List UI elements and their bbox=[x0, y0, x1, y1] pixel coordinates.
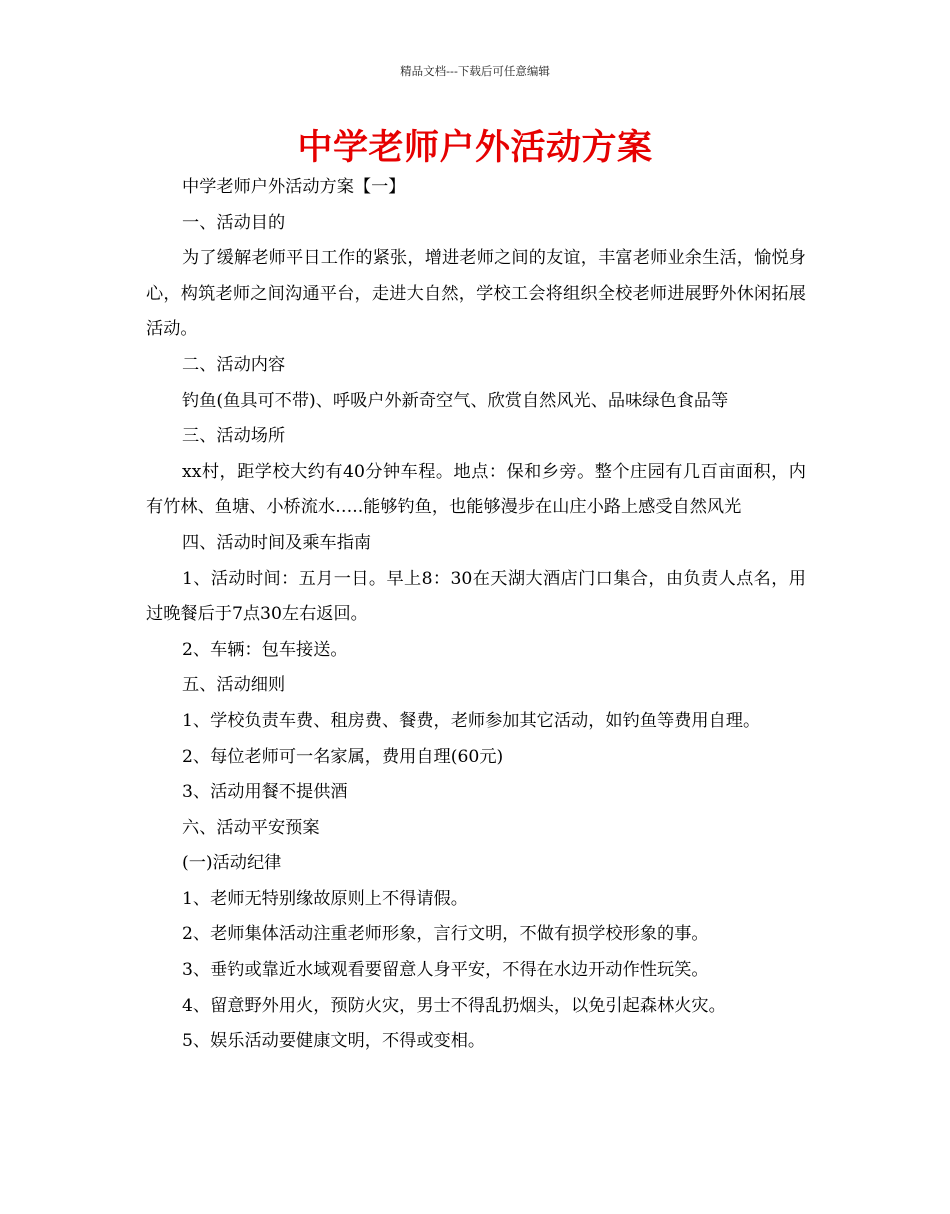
paragraph-discipline-2: 2、老师集体活动注重老师形象，言行文明，不做有损学校形象的事。 bbox=[182, 924, 709, 945]
section-heading-venue: 三、活动场所 bbox=[182, 426, 286, 447]
paragraph-content: 钓鱼(鱼具可不带)、呼吸户外新奇空气、欣赏自然风光、品味绿色食品等 bbox=[182, 390, 729, 411]
paragraph-rule-2: 2、每位老师可一名家属，费用自理(60元) bbox=[182, 746, 504, 767]
paragraph-vehicle: 2、车辆：包车接送。 bbox=[182, 639, 348, 660]
paragraph-rule-1: 1、学校负责车费、租房费、餐费，老师参加其它活动，如钓鱼等费用自理。 bbox=[182, 710, 761, 731]
document-body bbox=[146, 170, 806, 1060]
section-heading-purpose: 一、活动目的 bbox=[182, 212, 286, 233]
paragraph-discipline-5: 5、娱乐活动要健康文明，不得或变相。 bbox=[182, 1031, 486, 1052]
section-heading-time-transport: 四、活动时间及乘车指南 bbox=[182, 532, 372, 553]
paragraph-venue: xx村，距学校大约有40分钟车程。地点：保和乡旁。整个庄园有几百亩面积，内有竹林、鱼塘、小桥流水…..能够钓鱼，也能够漫步在山庄小路上感受自然风光 bbox=[146, 461, 806, 518]
section-heading-content: 二、活动内容 bbox=[182, 354, 286, 375]
subheading-discipline: (一)活动纪律 bbox=[182, 853, 282, 874]
section-heading-rules: 五、活动细则 bbox=[182, 675, 286, 696]
paragraph-discipline-3: 3、垂钓或靠近水域观看要留意人身平安，不得在水边开动作性玩笑。 bbox=[182, 960, 709, 981]
document-title: 中学老师户外活动方案 bbox=[297, 127, 653, 168]
paragraph-discipline-4: 4、留意野外用火，预防火灾，男士不得乱扔烟头，以免引起森林火灾。 bbox=[182, 995, 726, 1016]
paragraph-rule-3: 3、活动用餐不提供酒 bbox=[182, 782, 348, 803]
section-heading-safety: 六、活动平安预案 bbox=[182, 817, 320, 838]
paragraph-purpose: 为了缓解老师平日工作的紧张，增进老师之间的友谊，丰富老师业余生活，愉悦身心，构筑老师之间沟通平台，走进大自然，学校工会将组织全校老师进展野外休闲拓展活动。 bbox=[146, 248, 806, 340]
header-note: 精品文档---下载后可任意编辑 bbox=[400, 64, 550, 78]
paragraph-discipline-1: 1、老师无特别缘故原则上不得请假。 bbox=[182, 888, 468, 909]
section-heading-plan-one: 中学老师户外活动方案【一】 bbox=[182, 177, 406, 197]
paragraph-time: 1、活动时间：五月一日。早上8：30在天湖大酒店门口集合，由负责人点名，用过晚餐后于7点30左右返回。 bbox=[146, 568, 806, 625]
